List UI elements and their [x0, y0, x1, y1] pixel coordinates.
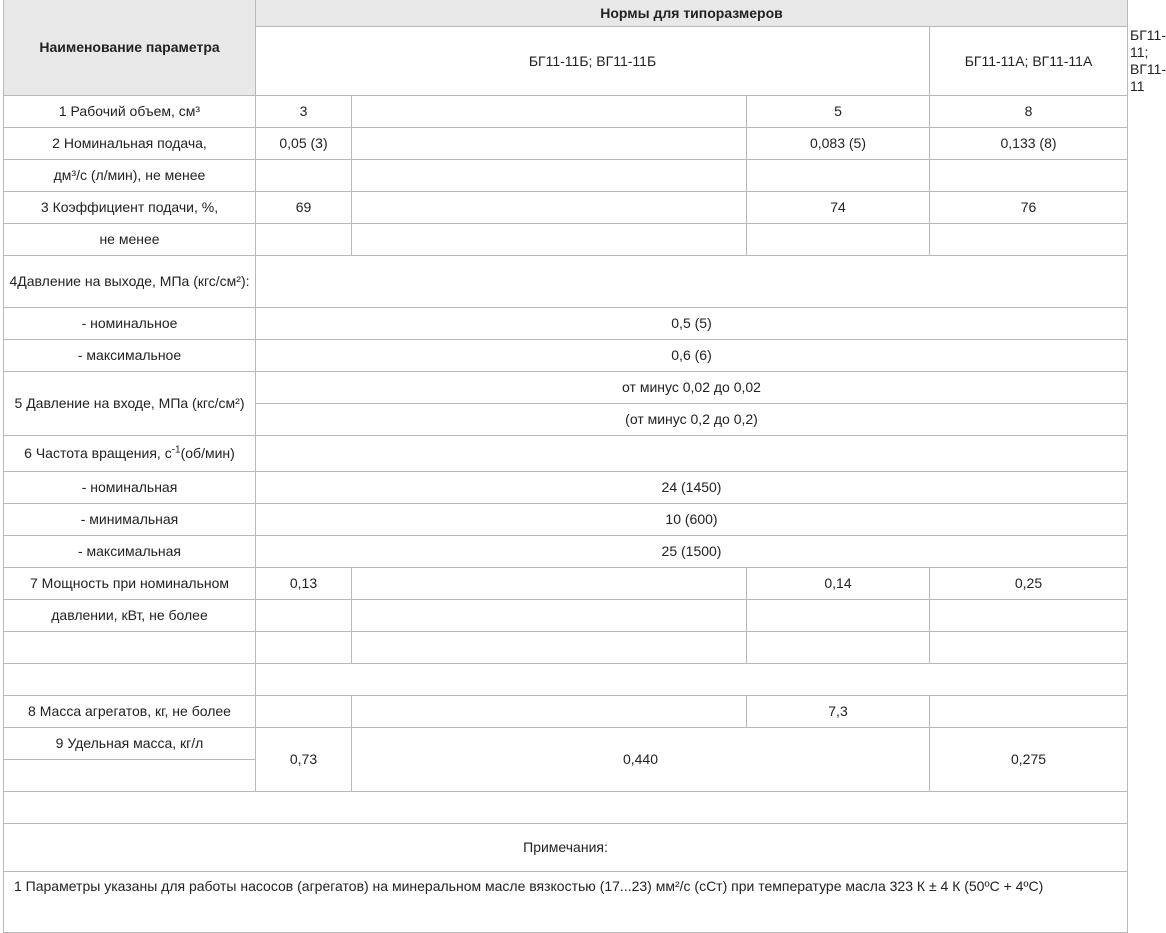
note-1: 1 Параметры указаны для работы насосов (агрегатов) на минеральном масле вязкостью (17...23) мм²/с (сСт) при температуре масла 323 К ± 4 К (50ºС + 4ºС) — [4, 872, 1128, 933]
cell-empty — [352, 568, 747, 600]
cell-empty — [930, 696, 1128, 728]
table-row — [4, 696, 1128, 728]
cell-value: 0,25 — [930, 568, 1128, 600]
cell-empty — [4, 664, 256, 696]
cell-empty — [352, 192, 747, 224]
row-label: 9 Удельная масса, кг/л — [4, 728, 256, 760]
cell-value: 10 (600) — [256, 504, 1128, 536]
row-label: - максимальное — [4, 340, 256, 372]
cell-empty — [256, 664, 1128, 696]
cell-empty — [747, 160, 930, 192]
table-row — [4, 308, 1128, 340]
cell-empty — [930, 600, 1128, 632]
row-label: 6 Частота вращения, $с^{-1}(об/мин)$ — [4, 436, 256, 472]
cell-value: 5 — [747, 96, 930, 128]
table-row — [4, 792, 1128, 824]
size-a-header: БГ11-11А; ВГ11-11А — [930, 27, 1128, 96]
param-name-header: Наименование параметра — [4, 0, 256, 96]
table-row — [4, 224, 1128, 256]
cell-value: 0,440 — [352, 728, 930, 792]
cell-value: 69 — [256, 192, 352, 224]
cell-empty — [4, 632, 256, 664]
table-row — [4, 824, 1128, 872]
cell-empty — [352, 632, 747, 664]
row-label: 8 Масса агрегатов, кг, не более — [4, 696, 256, 728]
table-row — [4, 600, 1128, 632]
row-label: давлении, кВт, не более — [4, 600, 256, 632]
table-row — [4, 568, 1128, 600]
row-label: 2 Номинальная подача, — [4, 128, 256, 160]
cell-value: 7,3 — [747, 696, 930, 728]
cell-empty — [352, 96, 747, 128]
cell-empty — [256, 436, 1128, 472]
table-row — [4, 872, 1128, 933]
cell-empty — [352, 160, 747, 192]
cell-value: 0,5 (5) — [256, 308, 1128, 340]
table-row — [4, 256, 1128, 308]
row-label: - номинальная — [4, 472, 256, 504]
cell-empty — [4, 792, 1128, 824]
cell-value: 0,6 (6) — [256, 340, 1128, 372]
cell-value: 76 — [930, 192, 1128, 224]
cell-empty — [352, 600, 747, 632]
cell-empty — [930, 224, 1128, 256]
cell-value: (от минус 0,2 до 0,2) — [256, 404, 1128, 436]
row-label: - номинальное — [4, 308, 256, 340]
cell-value: 0,275 — [930, 728, 1128, 792]
cell-empty — [256, 224, 352, 256]
cell-value: 25 (1500) — [256, 536, 1128, 568]
cell-empty — [352, 696, 747, 728]
cell-value: 8 — [930, 96, 1128, 128]
parameters-table: Наименование параметра Нормы для типоразмеров БГ11-11Б; ВГ11-11Б БГ11-11А; ВГ11-11А БГ11-11; ВГ11-11 1 Рабочий объем, см³ 3 5 8 2 Номинальная подача, 0,05 (3) 0,083 (5) 0,133 (8) дм³/с (л/мин), не менее 3 Коэффициент подачи, %, 69 74 76 не менее 4Давление на выходе, МПа (кгс/см²): - номинальное 0,5 (5) - максимальное 0,6 (6) 5 Давление на входе, МПа (кгс/см²) от минус 0,02 до 0,02 (от минус 0,2 до 0,2) 6 Частота вращения, $с^{-1}(об/мин)$ - номинальная 24 (1450) - минимальная 10 (600) - максимальная 25 (1500) 7 Мощность при номинальном 0,13 0,14 0,25 давлении, кВт, не более 8 Масса агрегатов, кг, не более 7,3 9 Удельная масса, кг/л 0,73 0,440 0,275 Примечания: 1 Параметры указаны для работы насосов (агрегатов) на минеральном масле вязкостью (17...23) мм²/с (сСт) при температуре масла 323 К ± 4 К (50ºС + 4ºС) — [3, 0, 1128, 933]
cell-value: 0,14 — [747, 568, 930, 600]
row-label: 4Давление на выходе, МПа (кгс/см²): — [4, 256, 256, 308]
cell-value: 3 — [256, 96, 352, 128]
table-row — [4, 504, 1128, 536]
notes-title: Примечания: — [4, 824, 1128, 872]
cell-empty — [256, 256, 1128, 308]
cell-empty — [352, 128, 747, 160]
cell-empty — [930, 632, 1128, 664]
cell-empty — [352, 224, 747, 256]
cell-value: 0,133 (8) — [930, 128, 1128, 160]
row-label: - минимальная — [4, 504, 256, 536]
cell-value: 0,73 — [256, 728, 352, 792]
cell-empty — [256, 696, 352, 728]
row-label: не менее — [4, 224, 256, 256]
table-row — [4, 340, 1128, 372]
table-row — [4, 192, 1128, 224]
row-label: 5 Давление на входе, МПа (кгс/см²) — [4, 372, 256, 436]
cell-empty — [747, 224, 930, 256]
cell-value: 0,05 (3) — [256, 128, 352, 160]
row-label: 7 Мощность при номинальном — [4, 568, 256, 600]
cell-value: 24 (1450) — [256, 472, 1128, 504]
size-b-header: БГ11-11Б; ВГ11-11Б — [256, 27, 930, 96]
norms-header: Нормы для типоразмеров — [256, 0, 1128, 27]
cell-value: 0,083 (5) — [747, 128, 930, 160]
table-row — [4, 372, 1128, 404]
row-label: - максимальная — [4, 536, 256, 568]
cell-value: от минус 0,02 до 0,02 — [256, 372, 1128, 404]
cell-empty — [930, 160, 1128, 192]
table-row — [4, 664, 1128, 696]
table-row — [4, 472, 1128, 504]
row-label: дм³/с (л/мин), не менее — [4, 160, 256, 192]
table-row — [4, 128, 1128, 160]
table-row — [4, 96, 1128, 128]
table-row — [4, 436, 1128, 472]
row-label: 1 Рабочий объем, см³ — [4, 96, 256, 128]
cell-empty — [4, 760, 256, 792]
cell-value: 74 — [747, 192, 930, 224]
row-label: 3 Коэффициент подачи, %, — [4, 192, 256, 224]
cell-empty — [256, 632, 352, 664]
cell-empty — [256, 600, 352, 632]
cell-value: 0,13 — [256, 568, 352, 600]
table-row — [4, 632, 1128, 664]
table-row — [4, 160, 1128, 192]
table-row — [4, 728, 1128, 760]
cell-empty — [256, 160, 352, 192]
cell-empty — [747, 632, 930, 664]
cell-empty — [747, 600, 930, 632]
table-row — [4, 536, 1128, 568]
